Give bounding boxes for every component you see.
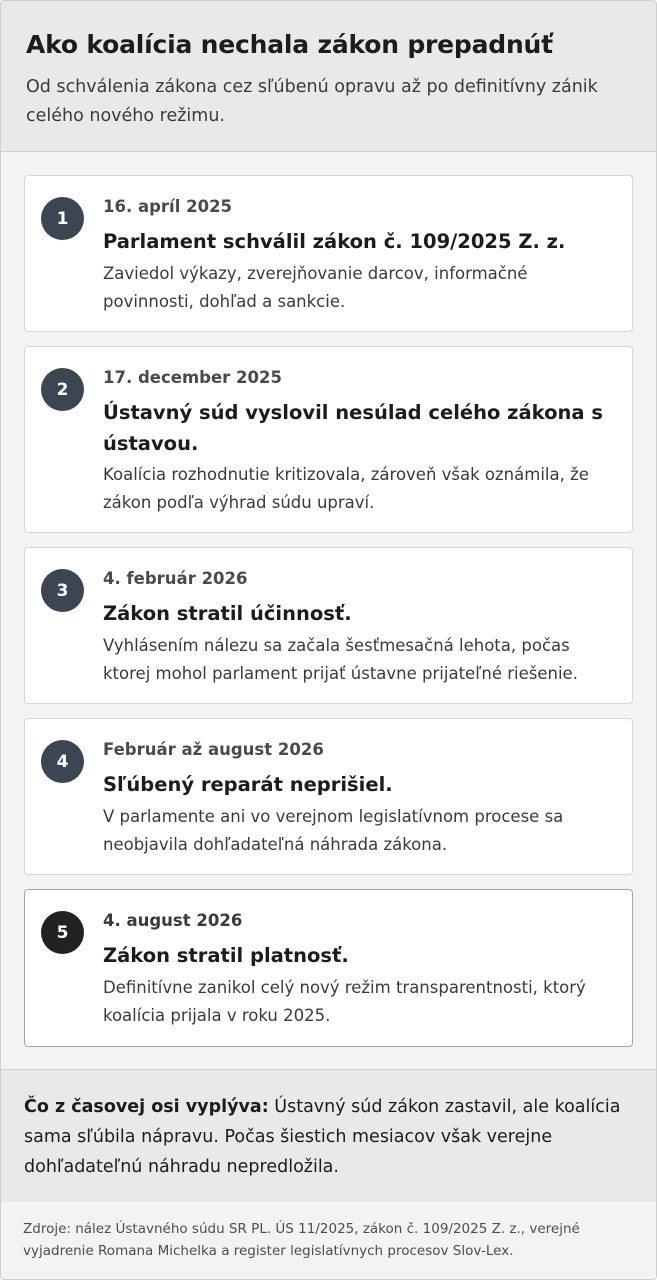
summary-box — [1, 1069, 656, 1203]
timeline-description: Definitívne zanikol celý nový režim transparentnosti, ktorý koalícia prijala v roku 2025. — [103, 978, 586, 1025]
timeline-headline: Sľúbený reparát neprišiel. — [103, 773, 393, 796]
step-number-badge: 4 — [41, 740, 84, 783]
timeline-description: Koalícia rozhodnutie kritizovala, zároveň však oznámila, že zákon podľa výhrad súdu upraví. — [103, 465, 589, 512]
timeline-item — [24, 718, 633, 875]
step-number-badge: 2 — [41, 368, 84, 411]
timeline-item — [24, 547, 633, 704]
timeline-headline: Zákon stratil platnosť. — [103, 944, 349, 967]
timeline-headline: Zákon stratil účinnosť. — [103, 602, 352, 625]
page-title: Ako koalícia nechala zákon prepadnúť — [26, 30, 553, 59]
timeline-date: 17. december 2025 — [103, 368, 282, 387]
timeline-item — [24, 346, 633, 533]
timeline-description: Zaviedol výkazy, zverejňovanie darcov, informačné povinnosti, dohľad a sankcie. — [103, 264, 528, 311]
sources-footer — [1, 1202, 656, 1279]
summary-body: Ústavný súd zákon zastavil, ale koalícia sama sľúbila nápravu. Počas šiestich mesiacov však verejne dohľadateľnú náhradu nepredložila. — [24, 1097, 621, 1177]
timeline-item-final — [24, 889, 633, 1047]
timeline-headline: Ústavný súd vyslovil nesúlad celého zákona s ústavou. — [103, 401, 603, 455]
sources-text: Zdroje: nález Ústavného súdu SR PL. ÚS 11/2025, zákon č. 109/2025 Z. z., verejné vyjadrenie Romana Michelka a register legislatívnych procesov Slov-Lex. — [23, 1221, 580, 1259]
timeline-description: Vyhlásením nálezu sa začala šesťmesačná lehota, počas ktorej mohol parlament prijať ústavne prijateľné riešenie. — [103, 636, 578, 683]
page-subtitle: Od schválenia zákona cez sľúbenú opravu až po definitívny zánik celého nového režimu. — [26, 77, 598, 126]
step-number-badge: 3 — [41, 569, 84, 612]
timeline-description: V parlamente ani vo verejnom legislatívnom procese sa neobjavila dohľadateľná náhrada zákona. — [103, 807, 564, 854]
step-number-badge: 1 — [41, 197, 84, 240]
header — [1, 1, 656, 152]
summary-lead: Čo z časovej osi vyplýva: — [24, 1097, 269, 1117]
timeline-date: 4. august 2026 — [103, 911, 243, 930]
timeline-date: 4. február 2026 — [103, 569, 248, 588]
timeline-date: Február až august 2026 — [103, 740, 324, 759]
timeline-item — [24, 175, 633, 332]
summary-text — [24, 1092, 629, 1182]
timeline-headline: Parlament schválil zákon č. 109/2025 Z. z. — [103, 230, 566, 253]
timeline-date: 16. apríl 2025 — [103, 197, 233, 216]
step-number-badge: 5 — [41, 911, 84, 954]
